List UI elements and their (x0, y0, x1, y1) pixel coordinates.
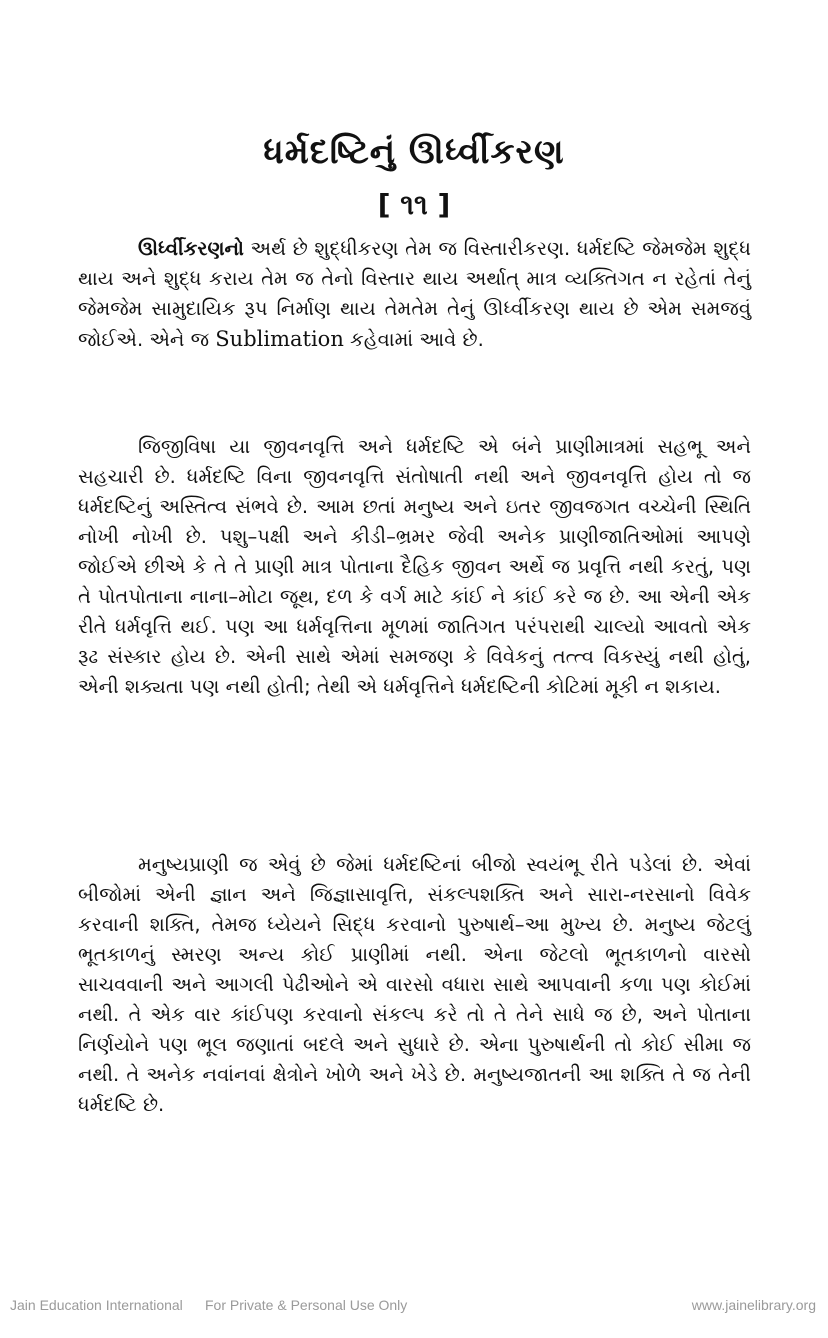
footer-publisher: Jain Education International (10, 1297, 183, 1313)
paragraph-2: જિજીવિષા યા જીવનવૃત્તિ અને ધર્મદષ્ટિ એ બંને પ્રાણીમાત્રમાં સહભૂ અને સહચારી છે. ધર્મદષ્ટિ વિના જીવનવૃત્તિ સંતોષાતી નથી અને જીવનવૃત્તિ હોય તો જ ધર્મદષ્ટિનું અસ્તિત્વ સંભવે છે. આમ છતાં મનુષ્ય અને ઇતર જીવજગત વચ્ચેની સ્થિતિ નોખી નોખી છે. પશુ–પક્ષી અને કીડી–ભ્રમર જેવી અનેક પ્રાણીજાતિઓમાં આપણે જોઈએ છીએ કે તે તે પ્રાણી માત્ર પોતાના દૈહિક જીવન અર્થે જ પ્રવૃત્તિ નથી કરતું, પણ તે પોતપોતાના નાના–મોટા જૂથ, દળ કે વર્ગ માટે કાંઈ ને કાંઈ કરે જ છે. આ એની એક રીતે ધર્મવૃત્તિ થઈ. પણ આ ધર્મવૃત્તિના મૂળમાં જાતિગત પરંપરાથી ચાલ્યો આવતો એક રૂઢ સંસ્કાર હોય છે. એની સાથે એમાં સમજણ કે વિવેકનું તત્ત્વ વિકસ્યું નથી હોતું, એની શક્યતા પણ નથી હોતી; તેથી એ ધર્મવૃત્તિને ધર્મદષ્ટિની કોટિમાં મૂકી ન શકાય. (78, 435, 751, 698)
paragraph-text-tail: કહેવામાં આવે છે. (343, 328, 484, 351)
footer-website-link[interactable]: www.jainelibrary.org (691, 1297, 816, 1313)
paragraph-3: મનુષ્યપ્રાણી જ એવું છે જેમાં ધર્મદષ્ટિનાં બીજો સ્વયંભૂ રીતે પડેલાં છે. એવાં બીજોમાં એની જ્ઞાન અને જિજ્ઞાસાવૃત્તિ, સંકલ્પશક્તિ અને સારા-નરસાનો વિવેક કરવાની શક્તિ, તેમજ ધ્યેયને સિદ્ધ કરવાનો પુરુષાર્થ–આ મુખ્ય છે. મનુષ્ય જેટલું ભૂતકાળનું સ્મરણ અન્ય કોઈ પ્રાણીમાં નથી. એના જેટલો ભૂતકાળનો વારસો સાચવવાની અને આગલી પેઢીઓને એ વારસો વધારા સાથે આપવાની કળા પણ કોઈમાં નથી. તે એક વાર કાંઈપણ કરવાનો સંકલ્પ કરે તો તે તેને સાધે જ છે, અને પોતાના નિર્ણયોને પણ ભૂલ જણાતાં બદલે અને સુધારે છે. એના પુરુષાર્થની તો કોઈ સીમા જ નથી. તે અનેક નવાંનવાં ક્ષેત્રોને ખોળે અને ખેડે છે. મનુષ્યજાતની આ શક્તિ તે જ તેની ધર્મદષ્ટિ છે. (78, 853, 751, 1116)
paragraph-text: અર્થ છે શુદ્ધીકરણ તેમ જ વિસ્તારીકરણ. ધર્મદષ્ટિ જેમજેમ શુદ્ધ થાય અને શુદ્ધ કરાય તેમ જ તેનો વિસ્તાર થાય અર્થાત્ માત્ર વ્યક્તિગત ન રહેતાં તેનું જેમજેમ સામુદાયિક રૂપ નિર્માણ થાય તેમતેમ તેનું ઊર્ધ્વીકરણ થાય છે એમ સમજવું જોઈએ. એને જ (78, 237, 751, 351)
page-title: ધર્મદષ્ટિનું ઊર્ધ્વીકરણ (263, 132, 565, 172)
paragraph-lead-term: ઊર્ધ્વીકરણનો (138, 237, 244, 260)
page-footer (0, 1297, 828, 1317)
paragraph-1 (78, 234, 751, 355)
chapter-number: [ ૧૧ ] (377, 188, 451, 221)
latin-term: Sublimation (215, 327, 344, 351)
footer-usage-note: For Private & Personal Use Only (205, 1297, 408, 1313)
